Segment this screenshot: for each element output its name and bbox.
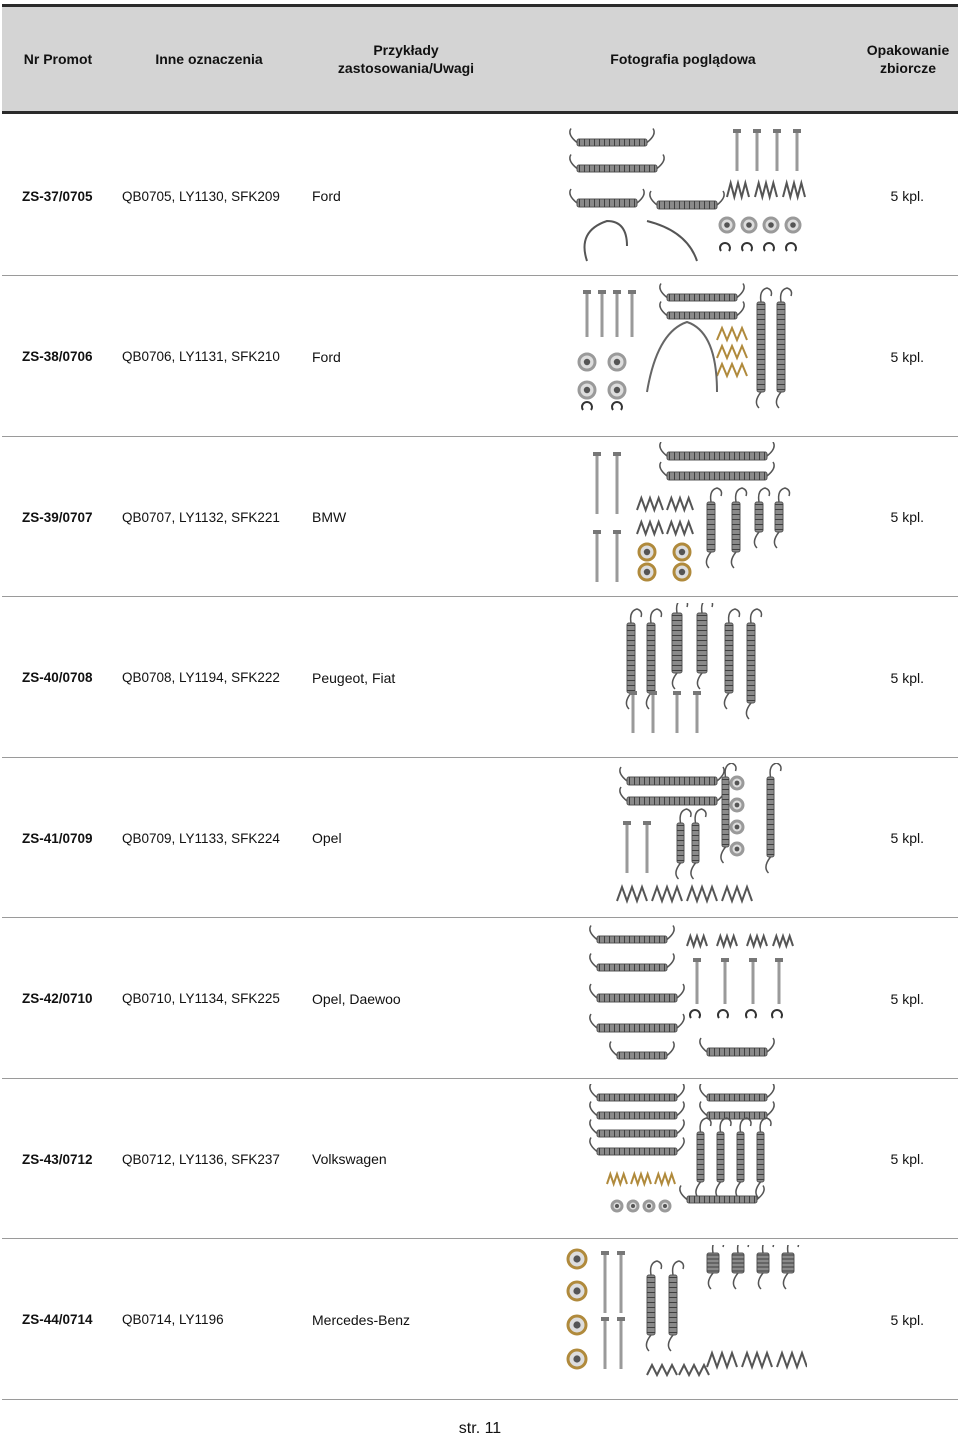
- row-zastosowanie: Opel: [312, 830, 342, 846]
- spring-kit-illustration: [557, 442, 807, 592]
- row-inne-oznaczenia: QB0707, LY1132, SFK221: [122, 509, 280, 525]
- row-nr-promot: ZS-44/0714: [22, 1312, 93, 1327]
- page-number: str. 11: [458, 1420, 502, 1437]
- product-photo: [557, 277, 807, 437]
- row-opakowanie: 5 kpl.: [890, 348, 924, 365]
- row-nr-promot: ZS-39/0707: [22, 509, 93, 525]
- table-row: [2, 598, 958, 758]
- row-nr-promot: ZS-38/0706: [22, 349, 93, 364]
- spring-kit-illustration: [557, 603, 807, 753]
- spring-kit-illustration: [557, 1245, 807, 1395]
- row-opakowanie: 5 kpl.: [890, 509, 924, 525]
- header-fotografia: Fotografia poglądowa: [610, 51, 756, 67]
- row-zastosowanie: Volkswagen: [312, 1151, 387, 1167]
- spring-kit-illustration: [557, 924, 807, 1074]
- product-photo: [557, 919, 807, 1079]
- row-nr-promot: ZS-41/0709: [22, 830, 93, 846]
- row-opakowanie: 5 kpl.: [890, 1151, 924, 1167]
- product-photo: [557, 758, 807, 918]
- table-row: [2, 437, 958, 597]
- table-row: [2, 758, 958, 918]
- product-photo: [557, 598, 807, 758]
- row-opakowanie: 5 kpl.: [890, 1311, 924, 1328]
- table-row: [2, 919, 958, 1079]
- row-nr-promot: ZS-37/0705: [22, 188, 93, 204]
- product-photo: [557, 1240, 807, 1400]
- row-nr-promot: ZS-40/0708: [22, 670, 93, 685]
- header-inne-oznaczenia: Inne oznaczenia: [155, 51, 263, 67]
- table-header: [2, 4, 958, 114]
- table-row: [2, 277, 958, 437]
- row-inne-oznaczenia: QB0706, LY1131, SFK210: [122, 349, 280, 364]
- spring-kit-illustration: [557, 1084, 807, 1234]
- row-inne-oznaczenia: QB0710, LY1134, SFK225: [122, 991, 280, 1006]
- row-inne-oznaczenia: QB0709, LY1133, SFK224: [122, 830, 280, 846]
- header-przyklady: Przykłady zastosowania/Uwagi: [337, 42, 475, 76]
- table-row: [2, 1240, 958, 1400]
- row-zastosowanie: Opel, Daewoo: [312, 990, 401, 1007]
- row-inne-oznaczenia: QB0712, LY1136, SFK237: [122, 1151, 280, 1167]
- row-zastosowanie: Peugeot, Fiat: [312, 669, 396, 686]
- spring-kit-illustration: [557, 121, 807, 271]
- row-inne-oznaczenia: QB0705, LY1130, SFK209: [122, 188, 280, 204]
- header-opakowanie: Opakowanie zbiorcze: [866, 42, 950, 76]
- product-photo: [557, 437, 807, 597]
- row-opakowanie: 5 kpl.: [890, 669, 924, 686]
- spring-kit-illustration: [557, 282, 807, 432]
- row-opakowanie: 5 kpl.: [890, 830, 924, 846]
- spring-kit-illustration: [557, 763, 807, 913]
- row-zastosowanie: Ford: [312, 348, 341, 365]
- row-inne-oznaczenia: QB0714, LY1196: [122, 1312, 224, 1327]
- table-row: [2, 116, 958, 276]
- product-photo: [557, 1079, 807, 1239]
- row-zastosowanie: BMW: [312, 509, 347, 525]
- row-opakowanie: 5 kpl.: [890, 188, 924, 204]
- row-inne-oznaczenia: QB0708, LY1194, SFK222: [122, 670, 280, 685]
- table-row: [2, 1079, 958, 1239]
- row-nr-promot: ZS-43/0712: [22, 1151, 93, 1167]
- row-nr-promot: ZS-42/0710: [22, 991, 93, 1006]
- row-opakowanie: 5 kpl.: [890, 990, 924, 1007]
- header-nr-promot: Nr Promot: [23, 51, 93, 67]
- product-photo: [557, 116, 807, 276]
- row-zastosowanie: Mercedes-Benz: [312, 1311, 411, 1328]
- row-zastosowanie: Ford: [312, 188, 341, 204]
